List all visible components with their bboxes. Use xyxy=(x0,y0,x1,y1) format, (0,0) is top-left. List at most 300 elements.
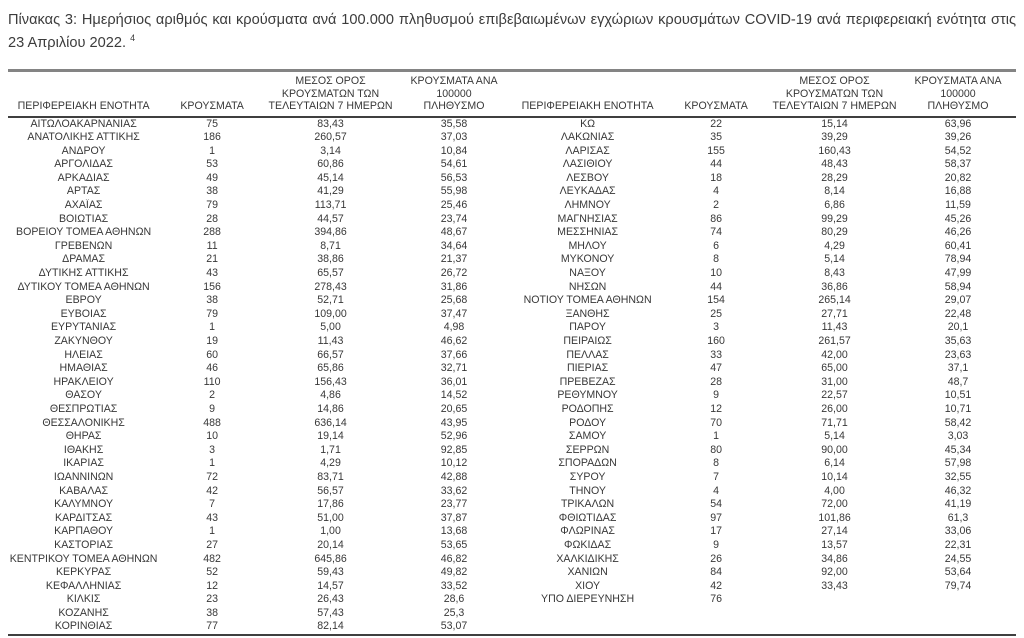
regional-unit-cell: ΦΛΩΡΙΝΑΣ xyxy=(560,525,615,538)
regional-table-left xyxy=(8,72,512,634)
table-row xyxy=(8,145,512,159)
value-cell: 46,82 xyxy=(440,552,468,565)
value-cell: 72 xyxy=(206,470,218,483)
value-cell: 160 xyxy=(707,335,725,347)
regional-unit-cell: ΔΡΑΜΑΣ xyxy=(62,253,106,266)
regional-unit-cell: ΝΟΤΙΟΥ ΤΟΜΕΑ ΑΘΗΝΩΝ xyxy=(523,294,652,307)
value-cell: 20,82 xyxy=(944,171,972,184)
value-cell: 8,71 xyxy=(320,239,341,252)
value-cell: 47 xyxy=(710,362,722,375)
table-header xyxy=(512,72,1016,117)
table-row xyxy=(8,580,512,594)
table-row xyxy=(8,457,512,471)
table-row xyxy=(512,172,1016,186)
regional-unit-cell: ΘΕΣΣΑΛΟΝΙΚΗΣ xyxy=(42,416,125,429)
value-cell: 53,64 xyxy=(944,566,972,579)
value-cell: 7 xyxy=(713,470,720,483)
table-row xyxy=(512,471,1016,485)
value-cell: 20,14 xyxy=(317,538,344,551)
value-cell: 80 xyxy=(710,443,722,456)
regional-unit-cell: ΑΧΑΪΑΣ xyxy=(64,199,103,212)
regional-unit-cell: ΣΕΡΡΩΝ xyxy=(565,443,610,456)
value-cell: 41,19 xyxy=(944,498,972,511)
value-cell: 57,98 xyxy=(944,457,972,470)
value-cell: 33,06 xyxy=(944,525,972,538)
table-row xyxy=(8,172,512,186)
value-cell: 26,72 xyxy=(440,267,468,280)
value-cell: 12 xyxy=(206,579,218,592)
regional-unit-cell: ΖΑΚΥΝΘΟΥ xyxy=(54,335,113,347)
value-cell: 44 xyxy=(710,280,722,293)
regional-unit-cell: ΑΡΤΑΣ xyxy=(66,185,101,198)
value-cell: 636,14 xyxy=(314,416,347,429)
value-cell: 70 xyxy=(710,416,722,429)
regional-unit-cell: ΣΥΡΟΥ xyxy=(569,470,606,483)
value-cell: 22,57 xyxy=(821,389,848,402)
table-body xyxy=(512,117,1016,607)
value-cell: 86 xyxy=(710,212,722,225)
value-cell: 59,43 xyxy=(317,566,344,579)
value-cell: 37,03 xyxy=(440,131,468,144)
table-row xyxy=(8,498,512,512)
value-cell: 26,43 xyxy=(317,593,344,606)
value-cell: 57,43 xyxy=(317,606,344,619)
value-cell: 19,14 xyxy=(317,430,344,443)
table-row xyxy=(8,539,512,553)
value-cell: 80,29 xyxy=(821,226,848,239)
value-cell: 90,00 xyxy=(821,443,848,456)
table-row xyxy=(8,158,512,172)
regional-unit-cell: ΔΥΤΙΚΗΣ ΑΤΤΙΚΗΣ xyxy=(38,267,129,280)
regional-unit-cell: ΥΠΟ ΔΙΕΡΕΥΝΗΣΗ xyxy=(541,593,635,606)
table-row xyxy=(8,607,512,621)
value-cell: 28,29 xyxy=(821,171,848,184)
regional-unit-cell: ΕΥΒΟΙΑΣ xyxy=(60,307,107,320)
value-cell xyxy=(900,593,1016,607)
value-cell: 76 xyxy=(710,593,722,606)
table-row xyxy=(8,131,512,145)
value-cell: 65,57 xyxy=(317,267,344,280)
value-cell: 25,46 xyxy=(440,199,468,212)
value-cell: 31,86 xyxy=(440,280,468,293)
value-cell: 1 xyxy=(209,321,216,334)
table-row xyxy=(8,294,512,308)
value-cell: 10,51 xyxy=(944,389,972,402)
covid-cases-table xyxy=(8,69,1016,636)
footnote-marker: 4 xyxy=(130,32,136,43)
regional-unit-cell: ΡΟΔΟΥ xyxy=(569,416,607,429)
value-cell: 4 xyxy=(713,185,720,198)
value-cell: 186 xyxy=(203,131,221,144)
table-row xyxy=(512,539,1016,553)
table-row xyxy=(512,444,1016,458)
value-cell: 10 xyxy=(206,430,218,443)
value-cell: 260,57 xyxy=(314,131,347,144)
regional-unit-cell: ΧΑΝΙΩΝ xyxy=(567,566,608,579)
table-caption xyxy=(8,9,1016,54)
table-row xyxy=(8,199,512,213)
value-cell: 11,43 xyxy=(317,335,344,347)
table-row xyxy=(512,389,1016,403)
value-cell: 101,86 xyxy=(818,511,851,524)
value-cell: 4 xyxy=(713,484,720,497)
value-cell: 36,86 xyxy=(821,280,848,293)
table-header xyxy=(8,72,512,117)
table-row xyxy=(8,566,512,580)
value-cell: 18 xyxy=(710,171,722,184)
regional-unit-cell: ΕΒΡΟΥ xyxy=(65,294,102,307)
value-cell: 44,57 xyxy=(317,212,344,225)
table-row xyxy=(512,185,1016,199)
regional-unit-cell: ΤΗΝΟΥ xyxy=(569,484,606,497)
value-cell: 58,94 xyxy=(944,280,972,293)
value-cell: 41,29 xyxy=(317,185,344,198)
table-row xyxy=(8,253,512,267)
table-row xyxy=(512,213,1016,227)
value-cell: 394,86 xyxy=(314,226,347,239)
value-cell: 8,43 xyxy=(824,267,845,280)
table-row xyxy=(512,580,1016,594)
value-cell: 5,14 xyxy=(824,430,845,443)
value-cell: 46,32 xyxy=(944,484,972,497)
value-cell: 48,67 xyxy=(440,226,468,239)
value-cell: 23,77 xyxy=(440,498,468,511)
value-cell: 34,64 xyxy=(440,239,468,252)
column-header: ΚΡΟΥΣΜΑΤΑ ΑΝΑ 100000 ΠΛΗΘΥΣΜΟ xyxy=(900,72,1016,117)
table-row xyxy=(512,226,1016,240)
value-cell: 33,52 xyxy=(440,579,468,592)
value-cell: 25,68 xyxy=(440,294,468,307)
table-row xyxy=(512,321,1016,335)
table-row xyxy=(8,376,512,390)
value-cell: 1 xyxy=(713,430,720,443)
regional-unit-cell: ΑΝΑΤΟΛΙΚΗΣ ΑΤΤΙΚΗΣ xyxy=(27,131,140,144)
regional-unit-cell: ΡΟΔΟΠΗΣ xyxy=(561,402,614,415)
table-row xyxy=(8,512,512,526)
value-cell: 4,29 xyxy=(320,457,341,470)
value-cell: 3,03 xyxy=(947,430,969,443)
caption-text: Πίνακας 3: Ημερήσιος αριθμός και κρούσματα ανά 100.000 πληθυσμού επιβεβαιωμένων εγχώριων κρουσμάτων COVID-19 ανά περιφερειακή ενότητα στις 23 Απριλίου 2022. xyxy=(8,12,1016,51)
table-row xyxy=(8,593,512,607)
value-cell: 26 xyxy=(710,552,722,565)
value-cell: 8 xyxy=(713,457,720,470)
table-row xyxy=(8,362,512,376)
regional-unit-cell: ΚΟΖΑΝΗΣ xyxy=(58,606,109,619)
value-cell: 11,59 xyxy=(945,199,971,212)
value-cell: 39,26 xyxy=(944,131,972,144)
value-cell: 31,00 xyxy=(821,375,848,388)
regional-unit-cell: ΝΗΣΩΝ xyxy=(568,280,607,293)
value-cell: 43 xyxy=(206,511,218,524)
value-cell: 72,00 xyxy=(821,498,848,511)
value-cell: 14,52 xyxy=(440,389,468,402)
value-cell: 83,43 xyxy=(317,117,344,130)
value-cell: 54,52 xyxy=(944,144,972,157)
table-row xyxy=(8,485,512,499)
column-header: ΚΡΟΥΣΜΑΤΑ xyxy=(663,72,769,117)
value-cell: 38,86 xyxy=(317,253,344,266)
value-cell: 23,63 xyxy=(944,348,972,361)
regional-table-right xyxy=(512,72,1016,607)
table-row xyxy=(512,281,1016,295)
value-cell: 16,88 xyxy=(944,185,972,198)
value-cell: 261,57 xyxy=(818,335,851,347)
value-cell: 49,82 xyxy=(440,566,468,579)
table-row xyxy=(512,335,1016,349)
value-cell: 53 xyxy=(206,158,218,171)
value-cell: 23,74 xyxy=(440,212,468,225)
value-cell: 5,14 xyxy=(824,253,845,266)
table-row xyxy=(512,308,1016,322)
value-cell: 21 xyxy=(206,253,218,266)
value-cell: 60,86 xyxy=(317,158,344,171)
value-cell: 25 xyxy=(710,307,722,320)
regional-unit-cell: ΚΟΡΙΝΘΙΑΣ xyxy=(54,620,113,633)
table-row xyxy=(8,349,512,363)
value-cell: 97 xyxy=(710,511,722,524)
value-cell: 35,58 xyxy=(440,117,468,130)
value-cell: 2 xyxy=(713,199,720,212)
value-cell: 47,99 xyxy=(944,267,972,280)
value-cell: 4,86 xyxy=(320,389,341,402)
value-cell: 6 xyxy=(713,239,720,252)
value-cell: 66,57 xyxy=(317,348,344,361)
value-cell: 4,29 xyxy=(824,239,845,252)
value-cell: 156 xyxy=(203,280,221,293)
table-row xyxy=(8,430,512,444)
value-cell: 42 xyxy=(206,484,218,497)
value-cell: 488 xyxy=(203,416,221,429)
value-cell: 10 xyxy=(710,267,722,280)
value-cell: 52,96 xyxy=(440,430,468,443)
value-cell: 1 xyxy=(209,525,216,538)
regional-unit-cell: ΚΑΛΥΜΝΟΥ xyxy=(54,498,114,511)
table-row xyxy=(8,185,512,199)
value-cell: 99,29 xyxy=(821,212,848,225)
table-body xyxy=(8,117,512,635)
regional-unit-cell: ΠΕΙΡΑΙΩΣ xyxy=(563,335,612,347)
table-row xyxy=(512,553,1016,567)
value-cell: 9 xyxy=(713,389,720,402)
table-row xyxy=(512,417,1016,431)
table-row xyxy=(8,403,512,417)
regional-unit-cell: ΔΥΤΙΚΟΥ ΤΟΜΕΑ ΑΘΗΝΩΝ xyxy=(17,280,150,293)
value-cell: 60,41 xyxy=(944,239,972,252)
value-cell: 65,86 xyxy=(317,362,344,375)
table-row xyxy=(512,430,1016,444)
value-cell: 15,14 xyxy=(821,117,848,130)
value-cell: 48,7 xyxy=(947,375,969,388)
value-cell: 82,14 xyxy=(317,620,344,633)
value-cell: 35 xyxy=(710,131,722,144)
regional-unit-cell: ΛΕΣΒΟΥ xyxy=(566,171,609,184)
regional-unit-cell: ΚΙΛΚΙΣ xyxy=(66,593,101,606)
value-cell: 1,00 xyxy=(320,525,341,538)
regional-unit-cell: ΙΚΑΡΙΑΣ xyxy=(63,457,104,470)
value-cell: 20,1 xyxy=(947,321,969,334)
value-cell: 78,94 xyxy=(944,253,972,266)
table-row xyxy=(512,294,1016,308)
regional-unit-cell: ΒΟΡΕΙΟΥ ΤΟΜΕΑ ΑΘΗΝΩΝ xyxy=(16,226,152,239)
table-row xyxy=(8,308,512,322)
value-cell: 25,3 xyxy=(443,606,465,619)
value-cell: 46,62 xyxy=(440,335,468,347)
value-cell: 45,14 xyxy=(317,171,344,184)
regional-unit-cell: ΠΑΡΟΥ xyxy=(569,321,606,334)
regional-unit-cell: ΛΑΣΙΘΙΟΥ xyxy=(562,158,613,171)
value-cell: 22 xyxy=(710,117,722,130)
value-cell: 33 xyxy=(710,348,722,361)
value-cell: 42,88 xyxy=(440,470,468,483)
value-cell: 92,00 xyxy=(821,566,848,579)
value-cell: 53,07 xyxy=(440,620,468,633)
value-cell: 156,43 xyxy=(314,375,347,388)
regional-unit-cell: ΦΘΙΩΤΙΔΑΣ xyxy=(558,511,617,524)
value-cell: 44 xyxy=(710,158,722,171)
table-row xyxy=(8,417,512,431)
regional-unit-cell: ΚΕΝΤΡΙΚΟΥ ΤΟΜΕΑ ΑΘΗΝΩΝ xyxy=(9,552,158,565)
table-row xyxy=(512,240,1016,254)
value-cell: 27,71 xyxy=(821,307,848,320)
value-cell: 32,71 xyxy=(440,362,468,375)
table-row xyxy=(512,498,1016,512)
table-row xyxy=(8,335,512,349)
value-cell: 56,53 xyxy=(440,171,468,184)
value-cell: 23 xyxy=(206,593,218,606)
value-cell: 51,00 xyxy=(317,511,344,524)
value-cell: 645,86 xyxy=(314,552,347,565)
value-cell: 42 xyxy=(710,579,722,592)
table-row xyxy=(8,117,512,132)
table-row xyxy=(8,226,512,240)
regional-unit-cell: ΠΡΕΒΕΖΑΣ xyxy=(559,375,616,388)
regional-unit-cell: ΚΑΣΤΟΡΙΑΣ xyxy=(54,538,113,551)
column-header: ΜΕΣΟΣ ΟΡΟΣ ΚΡΟΥΣΜΑΤΩΝ ΤΩΝ ΤΕΛΕΥΤΑΙΩΝ 7 ΗΜΕΡΩΝ xyxy=(265,72,396,117)
regional-unit-cell: ΑΙΤΩΛΟΑΚΑΡΝΑΝΙΑΣ xyxy=(30,117,137,130)
table-row xyxy=(8,553,512,567)
value-cell: 13,57 xyxy=(821,538,848,551)
value-cell: 10,14 xyxy=(821,470,848,483)
value-cell: 4,98 xyxy=(443,321,465,334)
value-cell: 56,57 xyxy=(317,484,344,497)
regional-unit-cell: ΣΑΜΟΥ xyxy=(568,430,607,443)
regional-unit-cell: ΠΙΕΡΙΑΣ xyxy=(566,362,609,375)
table-row xyxy=(8,281,512,295)
regional-unit-cell: ΗΛΕΙΑΣ xyxy=(64,348,103,361)
value-cell: 61,3 xyxy=(947,511,969,524)
table-row xyxy=(512,349,1016,363)
value-cell: 9 xyxy=(713,538,720,551)
column-header: ΠΕΡΙΦΕΡΕΙΑΚΗ ΕΝΟΤΗΤΑ xyxy=(8,72,159,117)
value-cell: 63,96 xyxy=(944,117,972,130)
value-cell: 7 xyxy=(209,498,216,511)
value-cell: 5,00 xyxy=(320,321,341,334)
value-cell: 28 xyxy=(710,375,722,388)
value-cell: 71,71 xyxy=(821,416,848,429)
regional-unit-cell: ΧΑΛΚΙΔΙΚΗΣ xyxy=(556,552,619,565)
value-cell: 9 xyxy=(209,402,216,415)
table-row xyxy=(512,525,1016,539)
regional-unit-cell: ΓΡΕΒΕΝΩΝ xyxy=(54,239,113,252)
regional-unit-cell: ΠΕΛΛΑΣ xyxy=(566,348,609,361)
value-cell: 109,00 xyxy=(314,307,347,320)
table-row xyxy=(8,321,512,335)
value-cell: 34,86 xyxy=(821,552,848,565)
table-row xyxy=(512,512,1016,526)
value-cell: 37,87 xyxy=(440,511,468,524)
value-cell: 14,86 xyxy=(317,402,344,415)
value-cell: 113,71 xyxy=(314,199,347,212)
regional-unit-cell: ΧΙΟΥ xyxy=(575,579,601,592)
value-cell: 48,43 xyxy=(821,158,848,171)
table-row xyxy=(512,403,1016,417)
value-cell: 160,43 xyxy=(818,144,851,157)
value-cell: 74 xyxy=(710,226,722,239)
regional-unit-cell: ΘΕΣΠΡΩΤΙΑΣ xyxy=(49,402,118,415)
table-row xyxy=(512,485,1016,499)
value-cell: 8 xyxy=(713,253,720,266)
value-cell: 49 xyxy=(206,171,218,184)
value-cell: 45,26 xyxy=(944,212,972,225)
regional-unit-cell: ΝΑΞΟΥ xyxy=(569,267,606,280)
value-cell: 54 xyxy=(710,498,722,511)
value-cell: 58,37 xyxy=(944,158,972,171)
value-cell: 38 xyxy=(206,294,218,307)
table-row xyxy=(512,362,1016,376)
value-cell: 28,6 xyxy=(443,593,465,606)
value-cell: 3 xyxy=(209,443,216,456)
value-cell: 6,86 xyxy=(824,199,845,212)
regional-unit-cell: ΛΑΡΙΣΑΣ xyxy=(565,144,610,157)
value-cell: 154 xyxy=(707,294,725,307)
regional-unit-cell: ΙΩΑΝΝΙΝΩΝ xyxy=(53,470,114,483)
value-cell: 24,55 xyxy=(944,552,972,565)
value-cell: 10,71 xyxy=(944,402,972,415)
regional-unit-cell: ΚΑΒΑΛΑΣ xyxy=(59,484,109,497)
value-cell: 8,14 xyxy=(824,185,845,198)
table-row xyxy=(512,566,1016,580)
table-row xyxy=(512,158,1016,172)
column-header: ΠΕΡΙΦΕΡΕΙΑΚΗ ΕΝΟΤΗΤΑ xyxy=(512,72,663,117)
value-cell: 10,84 xyxy=(440,144,468,157)
table-row xyxy=(512,199,1016,213)
value-cell: 27,14 xyxy=(821,525,848,538)
value-cell: 26,00 xyxy=(821,402,848,415)
value-cell: 33,62 xyxy=(440,484,468,497)
value-cell: 1,71 xyxy=(320,443,341,456)
table-row xyxy=(512,117,1016,132)
value-cell: 55,98 xyxy=(440,185,468,198)
value-cell: 13,68 xyxy=(440,525,468,538)
regional-unit-cell: ΞΑΝΘΗΣ xyxy=(565,307,610,320)
regional-unit-cell: ΚΑΡΠΑΘΟΥ xyxy=(54,525,114,538)
table-row xyxy=(8,267,512,281)
value-cell: 1 xyxy=(209,144,216,157)
value-cell: 53,65 xyxy=(440,538,468,551)
regional-unit-cell: ΗΜΑΘΙΑΣ xyxy=(59,362,108,375)
value-cell: 37,47 xyxy=(440,307,468,320)
value-cell: 58,42 xyxy=(944,416,972,429)
value-cell: 46 xyxy=(206,362,218,375)
table-row xyxy=(8,444,512,458)
value-cell: 11,43 xyxy=(821,321,848,334)
value-cell: 17 xyxy=(710,525,722,538)
column-header: ΚΡΟΥΣΜΑΤΑ ΑΝΑ 100000 ΠΛΗΘΥΣΜΟ xyxy=(396,72,512,117)
value-cell: 52,71 xyxy=(317,294,344,307)
value-cell: 4,00 xyxy=(824,484,845,497)
regional-unit-cell: ΜΕΣΣΗΝΙΑΣ xyxy=(557,226,619,239)
regional-unit-cell: ΘΗΡΑΣ xyxy=(65,430,102,443)
